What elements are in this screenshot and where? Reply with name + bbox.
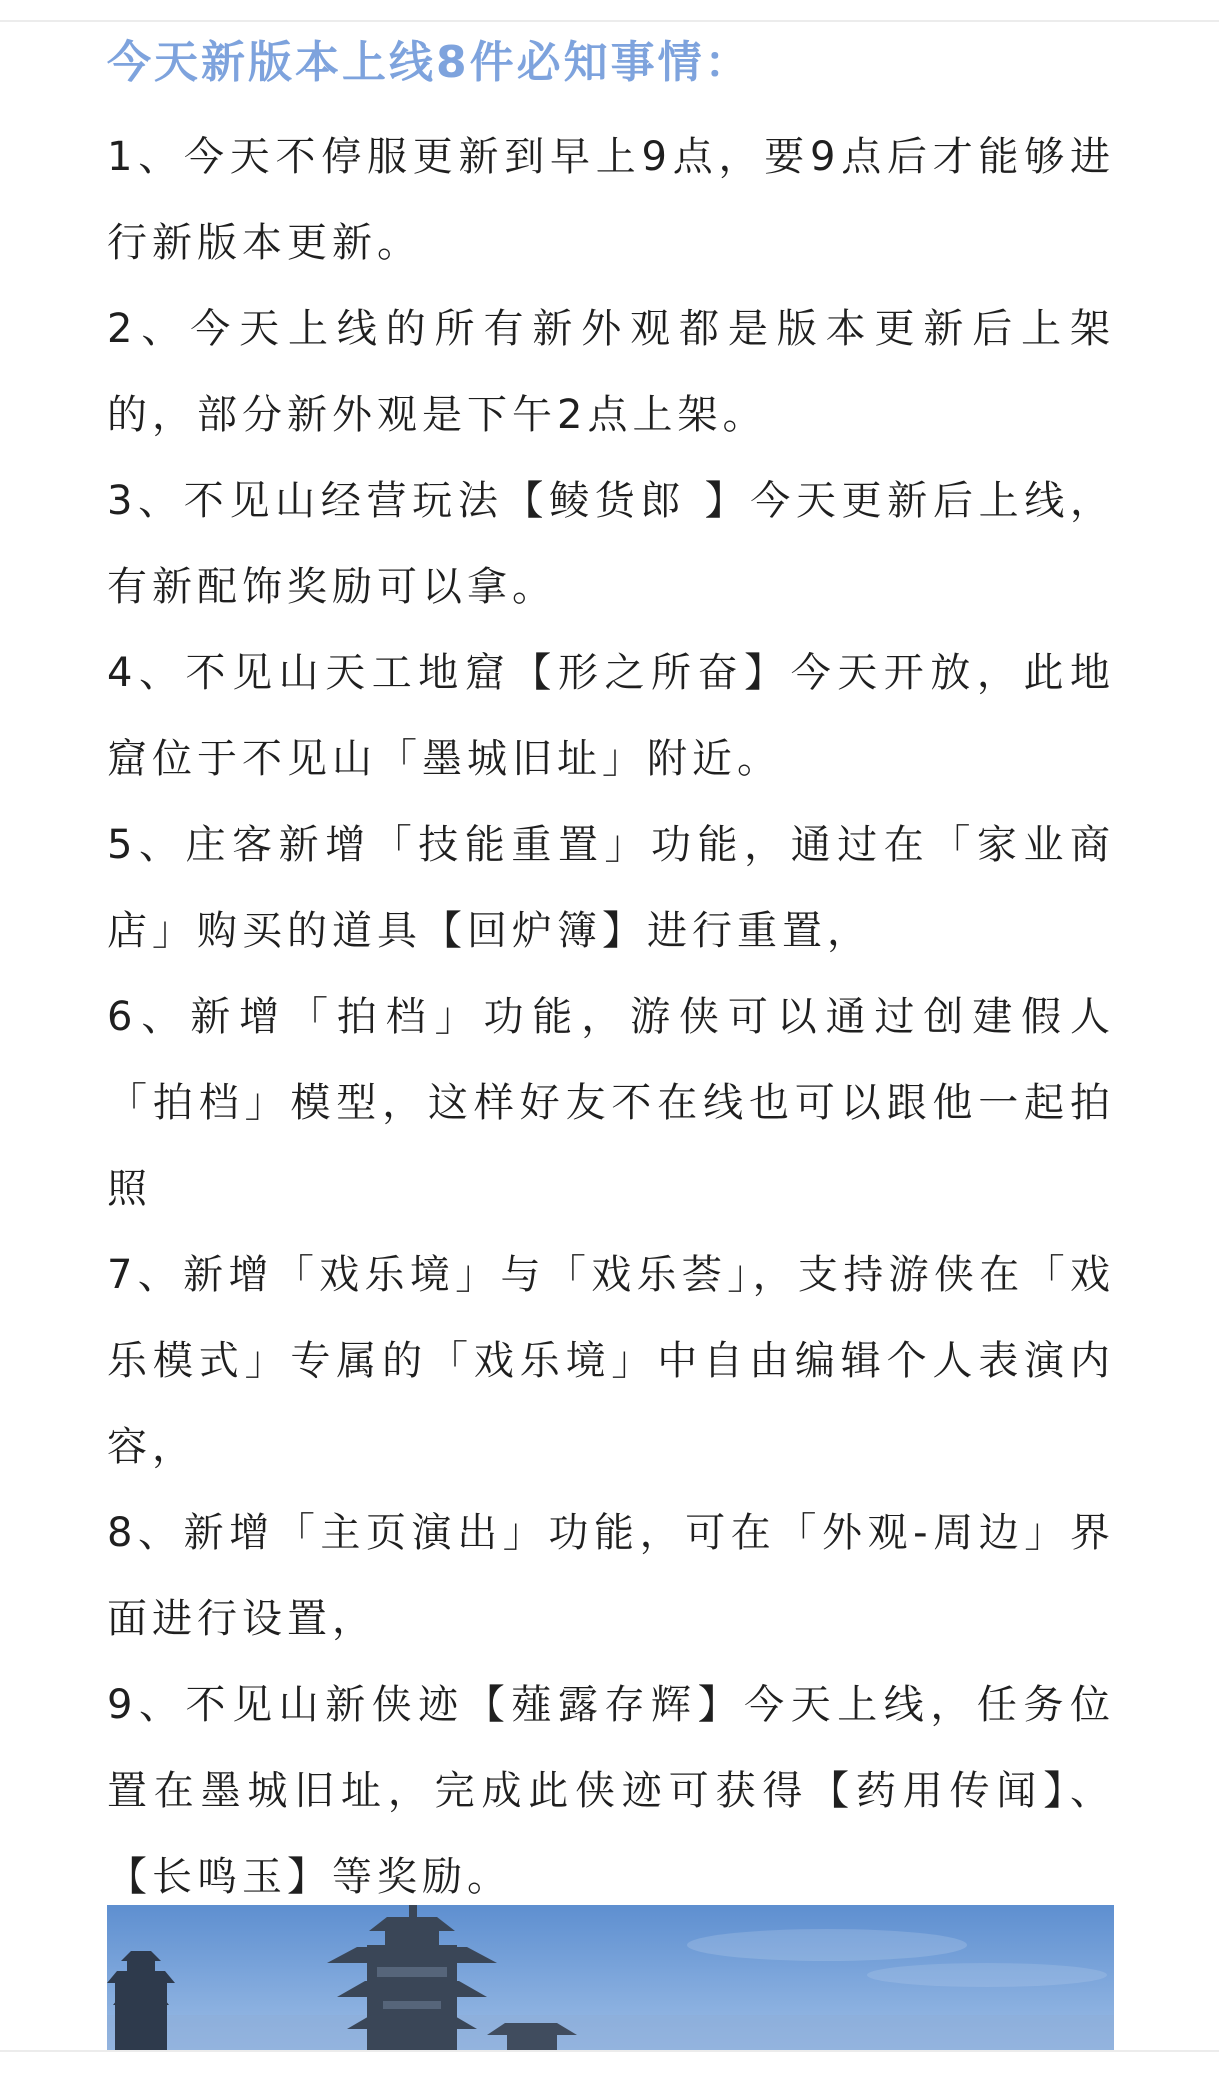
list-item-8: 8、新增「主页演出」功能，可在「外观-周边」界面进行设置， (107, 1510, 1115, 1642)
list-item-2: 2、今天上线的所有新外观都是版本更新后上架的，部分新外观是下午2点上架。 (107, 306, 1115, 438)
list-item-5: 5、庄客新增「技能重置」功能，通过在「家业商店」购买的道具【回炉簿】进行重置， (107, 822, 1115, 954)
article-body (107, 32, 1115, 1920)
list-item-1: 1、今天不停服更新到早上9点，要9点后才能够进行新版本更新。 (107, 134, 1115, 266)
list-item-7: 7、新增「戏乐境」与「戏乐荟」，支持游侠在「戏乐模式」专属的「戏乐境」中自由编辑个人表演内容， (107, 1252, 1115, 1470)
list-item-3: 3、不见山经营玩法【鲮货郎 】今天更新后上线，有新配饰奖励可以拿。 (107, 478, 1115, 610)
list-item-6: 6、新增「拍档」功能，游侠可以通过创建假人「拍档」模型，这样好友不在线也可以跟他一起拍照 (107, 994, 1115, 1212)
top-divider (0, 0, 1219, 22)
list-item-4: 4、不见山天工地窟【形之所奋】今天开放，此地窟位于不见山「墨城旧址」附近。 (107, 650, 1115, 782)
article-title: 今天新版本上线8件必知事情： (107, 37, 752, 88)
bottom-divider (0, 2050, 1219, 2073)
pagoda-scene-icon (107, 1905, 1114, 2050)
list-item-9: 9、不见山新侠迹【薤露存辉】今天上线，任务位置在墨城旧址，完成此侠迹可获得【药用传闻】、【长鸣玉】等奖励。 (107, 1682, 1115, 1900)
game-scene-image (107, 1905, 1114, 2050)
